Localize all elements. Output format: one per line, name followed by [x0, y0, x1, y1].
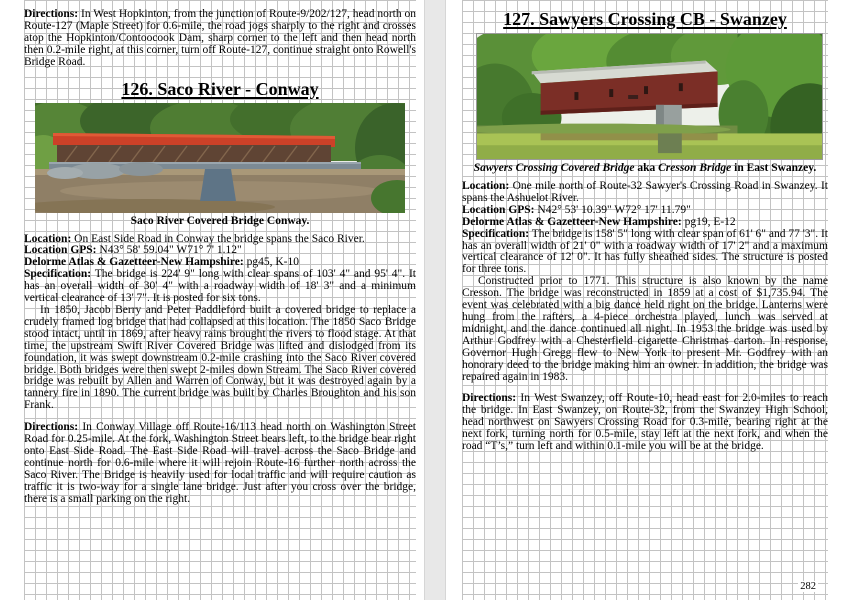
page-right	[446, 0, 847, 600]
field-text: pg45, K-10	[246, 256, 299, 269]
entry-title-saco-river: 126. Saco River - Conway	[121, 78, 319, 99]
directions-paragraph	[462, 393, 828, 453]
page-left-content	[24, 0, 416, 600]
page-right-content	[462, 0, 828, 600]
page-number: 282	[800, 581, 816, 592]
field-label: Specification:	[24, 268, 92, 281]
history-paragraph: Constructed prior to 1771. This structure is also known by the name Cresson. The bridge was reconstructed in 1859 at a cost of $1,735.94. The event was celebrated with a big dance held right on the bridge. Lanterns were hung from the rafters, a 4-piece orchestra played, lunch was served at midnight, and the dance continued all night. In 1953 the bridge was used by Arthur Godfrey with a Chesterfield cigarette Christmas carton. In response, Governor Hugh Gregg flew to New York to present Mr. Godfrey with an honorary deed to the bridge making him an owner. In addition, the bridge was repaired again in 1983.	[462, 275, 828, 383]
entry-title-sawyers-crossing: 127. Sawyers Crossing CB - Swanzey	[503, 9, 787, 29]
field-label: Delorme Atlas & Gazetteer-New Hampshire:	[24, 256, 244, 269]
field-text: N42° 53' 10.39" W72° 17' 11.79"	[537, 203, 691, 216]
caption-aka: aka	[634, 162, 659, 174]
field-label: Delorme Atlas & Gazetteer-New Hampshire:	[462, 215, 682, 228]
directions-paragraph	[24, 422, 416, 505]
previous-entry-directions	[24, 9, 416, 69]
directions-label: Directions:	[24, 421, 79, 434]
stone-pier	[200, 169, 236, 201]
field-text: pg19, E-12	[684, 215, 736, 228]
caption-rest: in East Swanzey.	[731, 162, 817, 174]
field-text: N43° 58' 59.04" W71° 7' 1.12"	[99, 244, 242, 257]
field-label: Specification:	[462, 227, 530, 240]
saco-photo-caption: Saco River Covered Bridge Conway.	[130, 214, 310, 227]
directions-label: Directions:	[462, 392, 517, 405]
page-gutter	[424, 0, 446, 600]
green-water	[477, 133, 822, 159]
field-label: Location GPS:	[24, 244, 97, 257]
field-label: Location GPS:	[462, 203, 535, 216]
directions-text: In Conway Village off Route-16/113 head north on Washington Street Road for 0.25-mile. At the fork, Washington Street bears left, to the bridge bear right onto East Side Road. The East Side Road will travel across the Saco Bridge and continue north for 0.6-mile where it will rejoin Route-16 further north across the Saco River. The Bridge is heavily used for local traffic and will require caution as traffic it is two-way for a single lane bridge. Just after you cross over the bridge, there is a small parking on the right.	[24, 421, 416, 505]
field-specification	[462, 229, 828, 277]
sawyers-bridge-illustration	[477, 34, 822, 159]
field-label: Location:	[462, 180, 510, 192]
saco-bridge-photo	[35, 103, 405, 213]
caption-bridge-name: Sawyers Crossing Covered Bridge	[473, 162, 635, 174]
history-paragraph: In 1850, Jacob Berry and Peter Paddleford built a covered bridge to replace a crudely framed log bridge that had collapsed at this location. The 1850 Saco Bridge stood intact, until in 1869, after heavy rains brought the rivers to flood stage. At that time, the upstream Swift River Covered Bridge was lifted and dislodged from its foundation, it was swept downstream 0.2-mile crashing into the Saco River covered bridge. Both bridges were then swept 2-miles down Stream. The Saco River covered bridge was rebuilt by Allen and Warren of Conway, but it was destroyed again by a tannery fire in 1890. The current bridge was built by Charles Broughton and his son Frank.	[24, 303, 416, 412]
field-text: One mile north of Route-32 Sawyer's Crossing Road in Swanzey. It spans the Ashuelot River.	[462, 180, 829, 204]
sawyers-photo-caption	[462, 162, 828, 175]
saco-bridge-illustration	[35, 103, 405, 213]
directions-text: In West Hopkinton, from the junction of Route-9/202/127, head north on Route-127 (Maple Street) for 0.6-mile, the road jogs sharply to the right and crosses atop the Hopkinton/Contoocook Dam, sharp corner to the left and then head north then 0.2-mile right, at this corner, turn off Route-127, continue straight onto Rowell's Bridge Road.	[24, 8, 416, 68]
field-specification	[24, 269, 416, 305]
field-text: The bridge is 158' 5" long with clear span of 61' 6" and 77 '3". It has an overall width of 21' 0" with a roadway width of 17' 2" and a maximum vertical clearance of 12' 0". It has fully sheathed sides. The structure is posted for three tons.	[462, 227, 828, 276]
field-location	[462, 181, 828, 205]
directions-label: Directions:	[24, 8, 79, 20]
field-label: Location:	[24, 232, 72, 245]
sawyers-bridge-photo	[476, 33, 823, 160]
directions-text: In West Swanzey, off Route-10, head east for 2.0-miles to reach the bridge. In East Swanzey, on Route-32, from the Swanzey High School, head northwest on Sawyers Crossing Road for 0.3-mile, bearing right at the next fork, turning north for 0.5-mile, stay left at the next fork, and when the road “T’s,” turn left and within 0.1-mile you will be at the bridge.	[462, 392, 828, 453]
field-text: On East Side Road in Conway the bridge spans the Saco River.	[74, 232, 365, 245]
caption-alt-name: Cresson Bridge	[658, 162, 732, 174]
field-text: The bridge is 224' 9" long with clear spans of 103' 4" and 95' 4". It has an overall width of 30' 4" with a roadway width of 18' 3" and a minimum vertical clearance of 13' 7". It is posted for six tons.	[24, 268, 416, 305]
